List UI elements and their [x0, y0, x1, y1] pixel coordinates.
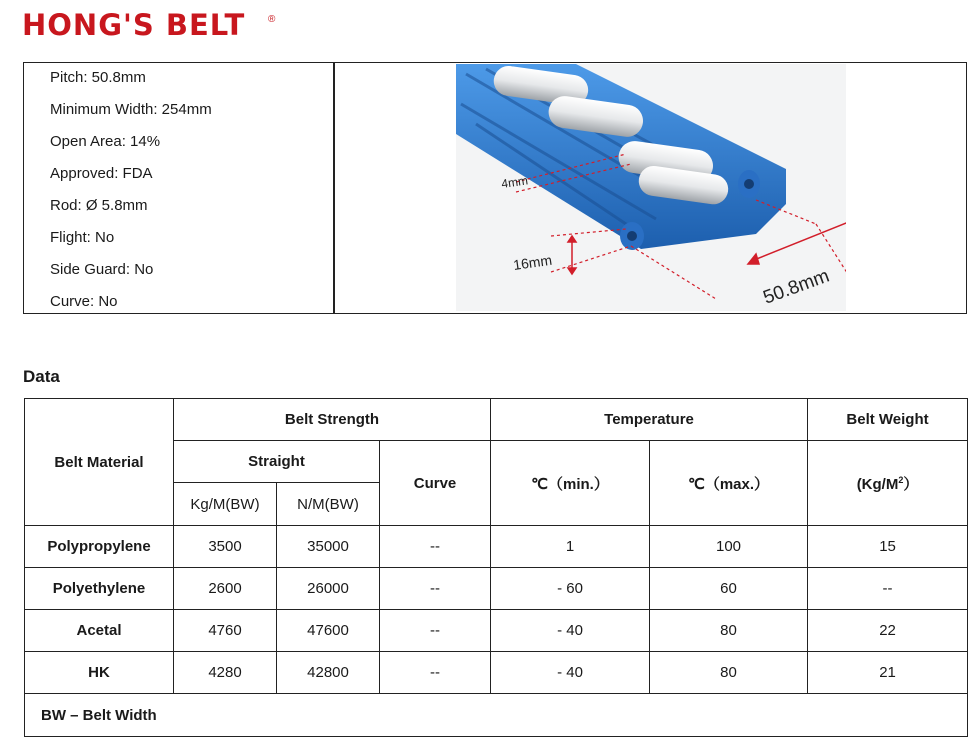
cell-material: HK [25, 652, 174, 694]
data-table [24, 398, 968, 737]
brand-name: HONG'S BELT [22, 8, 246, 42]
header-weight-unit [808, 441, 968, 526]
cell-kg: 2600 [174, 568, 277, 610]
cell-temp-max: 100 [650, 526, 808, 568]
cell-weight: -- [808, 568, 968, 610]
spec-divider [333, 63, 335, 313]
cell-weight: 15 [808, 526, 968, 568]
cell-n: 35000 [277, 526, 380, 568]
spec-flight: Flight: No [50, 229, 115, 246]
table-row [25, 526, 968, 568]
cell-weight: 21 [808, 652, 968, 694]
cell-curve: -- [380, 568, 491, 610]
cell-weight: 22 [808, 610, 968, 652]
cell-temp-min: - 60 [491, 568, 650, 610]
cell-material: Acetal [25, 610, 174, 652]
cell-kg: 3500 [174, 526, 277, 568]
cell-n: 26000 [277, 568, 380, 610]
header-belt-weight: Belt Weight [808, 399, 968, 441]
weight-unit-sup: 2 [898, 474, 904, 485]
cell-temp-min: - 40 [491, 652, 650, 694]
weight-unit-end: ） [903, 475, 919, 493]
spec-panel [23, 62, 967, 314]
section-title: Data [23, 367, 60, 386]
header-curve: Curve [380, 441, 491, 526]
cell-temp-max: 60 [650, 568, 808, 610]
header-temperature: Temperature [491, 399, 808, 441]
cell-curve: -- [380, 610, 491, 652]
cell-n: 47600 [277, 610, 380, 652]
spec-side-guard: Side Guard: No [50, 261, 154, 278]
header-temp-min: ℃（min.） [491, 441, 650, 526]
brand-logo [22, 8, 276, 48]
spec-min-width: Minimum Width: 254mm [50, 101, 212, 118]
spec-curve: Curve: No [50, 293, 118, 310]
label-width-dim: 4mm [500, 173, 529, 191]
cell-kg: 4280 [174, 652, 277, 694]
table-row [25, 610, 968, 652]
cell-material: Polyethylene [25, 568, 174, 610]
belt-diagram [456, 64, 846, 311]
table-row [25, 568, 968, 610]
weight-unit-text: (Kg/M [856, 475, 899, 493]
header-belt-material: Belt Material [25, 399, 174, 526]
header-straight: Straight [174, 441, 380, 483]
header-kg-bw: Kg/M(BW) [174, 483, 277, 526]
cell-temp-min: - 40 [491, 610, 650, 652]
cell-curve: -- [380, 526, 491, 568]
label-height-dim: 16mm [512, 251, 553, 273]
header-temp-max: ℃（max.） [650, 441, 808, 526]
cell-curve: -- [380, 652, 491, 694]
cell-n: 42800 [277, 652, 380, 694]
cell-temp-min: 1 [491, 526, 650, 568]
cell-temp-max: 80 [650, 652, 808, 694]
spec-pitch: Pitch: 50.8mm [50, 69, 146, 86]
cell-kg: 4760 [174, 610, 277, 652]
registered-mark: ® [268, 14, 276, 25]
spec-approved: Approved: FDA [50, 165, 153, 182]
header-belt-strength: Belt Strength [174, 399, 491, 441]
table-row [25, 652, 968, 694]
table-footnote: BW – Belt Width [25, 694, 968, 737]
cell-temp-max: 80 [650, 610, 808, 652]
spec-open-area: Open Area: 14% [50, 133, 161, 150]
spec-rod: Rod: Ø 5.8mm [50, 197, 148, 214]
spec-list [50, 68, 212, 324]
cell-material: Polypropylene [25, 526, 174, 568]
header-n-bw: N/M(BW) [277, 483, 380, 526]
label-pitch-dim: 50.8mm [760, 265, 833, 309]
